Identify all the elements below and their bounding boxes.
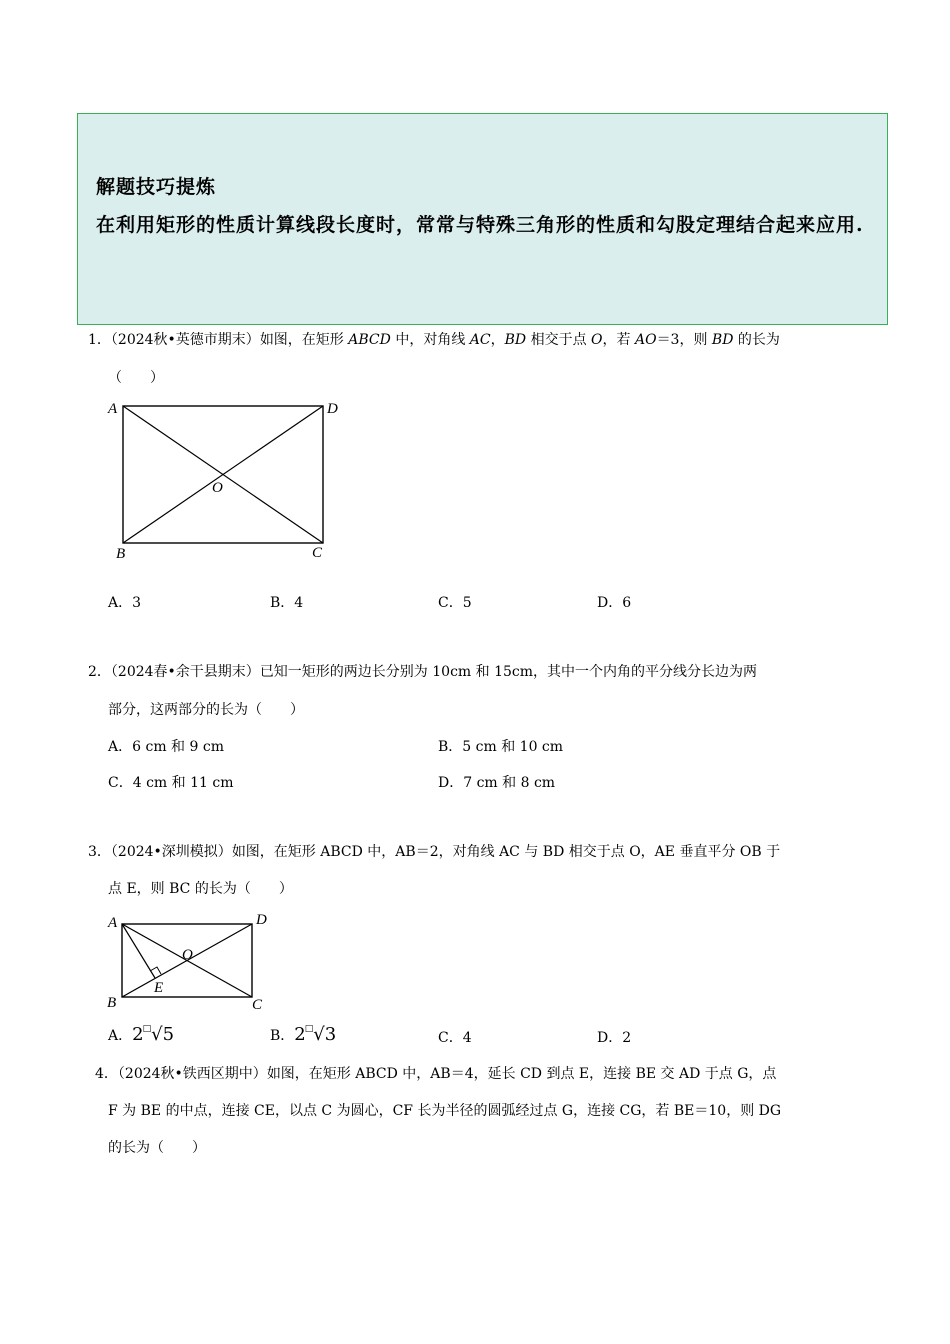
label-e: E — [154, 980, 164, 996]
question-2-stem: 2．（2024春•余干县期末）已知一矩形的两边长分别为 10cm 和 15cm，其中一个内角的平分线分长边为两 — [88, 664, 758, 680]
question-1-figure — [100, 395, 360, 567]
tip-body: 在利用矩形的性质计算线段长度时，常常与特殊三角形的性质和勾股定理结合起来应用. — [96, 214, 864, 236]
question-1-option-d[interactable]: D．6 — [597, 595, 632, 611]
question-4-stem-line3: 的长为（ ） — [108, 1140, 206, 1156]
question-3-source: （2024•深圳模拟） — [110, 844, 232, 860]
question-4-stem-line2: F 为 BE 的中点，连接 CE，以点 C 为圆心，CF 长为半径的圆弧经过点 G，连接 CG，若 BE＝10，则 DG — [108, 1103, 782, 1119]
label-b: B — [107, 995, 117, 1011]
question-2-stem-line2: 部分，这两部分的长为（ ） — [108, 702, 304, 718]
label-d: D — [256, 912, 267, 928]
label-d: D — [327, 401, 338, 417]
question-1-source: （2024秋•英德市期末） — [110, 332, 260, 348]
question-4-number: 4． — [95, 1066, 118, 1082]
question-2-option-b[interactable]: B．5 cm 和 10 cm — [438, 739, 564, 755]
question-1-option-b[interactable]: B．4 — [270, 595, 304, 611]
label-a: A — [108, 401, 118, 417]
question-2-option-d[interactable]: D．7 cm 和 8 cm — [438, 775, 556, 791]
question-1-number: 1． — [88, 332, 111, 348]
label-o: O — [212, 480, 223, 496]
question-3-stem-line2: 点 E，则 BC 的长为（ ） — [108, 881, 293, 897]
question-3-option-c[interactable]: C．4 — [438, 1030, 472, 1046]
question-3-option-b[interactable]: B．2□√3 — [270, 1024, 337, 1045]
segment-ae — [122, 924, 155, 978]
question-1-stem-line2: （ ） — [108, 370, 164, 386]
label-c: C — [252, 997, 263, 1013]
label-a: A — [108, 915, 118, 931]
question-3-stem: 3．（2024•深圳模拟）如图，在矩形 ABCD 中，AB＝2，对角线 AC 与 BD 相交于点 O，AE 垂直平分 OB 于 — [88, 844, 781, 860]
label-c: C — [312, 545, 323, 561]
tip-box — [77, 113, 888, 325]
question-2-option-c[interactable]: C．4 cm 和 11 cm — [108, 775, 234, 791]
question-3-figure — [100, 905, 280, 1015]
question-3-option-a[interactable]: A．2□√5 — [108, 1024, 175, 1045]
question-4-source: （2024秋•铁西区期中） — [117, 1066, 267, 1082]
question-1-option-c[interactable]: C．5 — [438, 595, 472, 611]
label-o: O — [182, 947, 193, 963]
question-2-number: 2． — [88, 664, 111, 680]
question-2-option-a[interactable]: A．6 cm 和 9 cm — [108, 739, 224, 755]
question-4-stem: 4．（2024秋•铁西区期中）如图，在矩形 ABCD 中，AB＝4，延长 CD 到点 E，连接 BE 交 AD 于点 G，点 — [95, 1066, 777, 1082]
label-b: B — [116, 546, 126, 562]
question-2-source: （2024春•余干县期末） — [110, 664, 260, 680]
tip-title: 解题技巧提炼 — [96, 176, 217, 198]
question-3-number: 3． — [88, 844, 111, 860]
question-1-stem: 1．（2024秋•英德市期末）如图，在矩形 ABCD 中，对角线 AC，BD 相交于点 O，若 AO＝3，则 BD 的长为 — [88, 332, 780, 348]
question-1-option-a[interactable]: A．3 — [108, 595, 142, 611]
question-3-option-d[interactable]: D．2 — [597, 1030, 632, 1046]
